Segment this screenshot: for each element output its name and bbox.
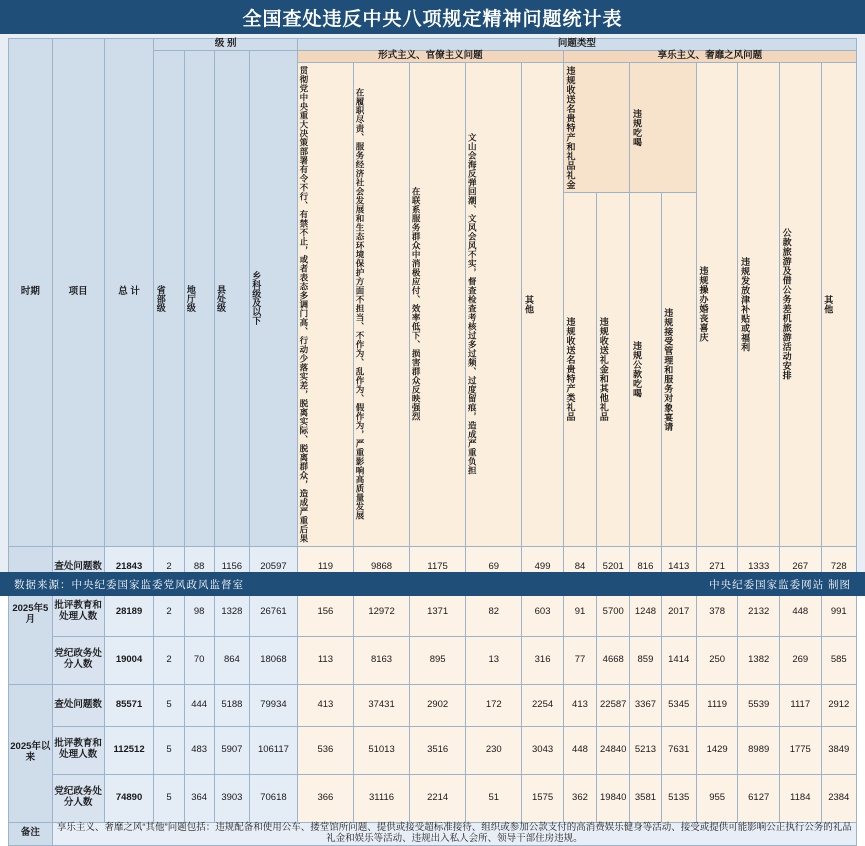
hedonism-value: 6127 bbox=[738, 774, 780, 822]
hedonism-value: 271 bbox=[696, 546, 738, 588]
hedonism-value: 19840 bbox=[597, 774, 630, 822]
total-value: 28189 bbox=[104, 588, 154, 636]
table-row bbox=[9, 636, 857, 684]
formalism-value: 603 bbox=[522, 588, 564, 636]
header-category-formalism: 形式主义、官僚主义问题 bbox=[297, 50, 563, 62]
formalism-value: 9868 bbox=[353, 546, 409, 588]
header-level-group: 级 别 bbox=[154, 39, 297, 51]
footer-bar bbox=[0, 572, 865, 596]
header-hedonism-group-dining: 违规吃喝 bbox=[630, 62, 697, 193]
hedonism-value: 1382 bbox=[738, 636, 780, 684]
hedonism-value: 267 bbox=[779, 546, 821, 588]
hedonism-value: 5700 bbox=[597, 588, 630, 636]
formalism-value: 113 bbox=[297, 636, 353, 684]
header-hedonism-dining-public: 违规公款吃喝 bbox=[630, 193, 661, 547]
formalism-value: 2902 bbox=[410, 684, 466, 726]
hedonism-value: 77 bbox=[563, 636, 596, 684]
header-formalism-col-5: 其他 bbox=[522, 62, 564, 546]
table-row bbox=[9, 774, 857, 822]
level-value: 364 bbox=[184, 774, 214, 822]
level-value: 98 bbox=[184, 588, 214, 636]
hedonism-value: 5345 bbox=[661, 684, 696, 726]
formalism-value: 230 bbox=[466, 726, 522, 774]
formalism-value: 2254 bbox=[522, 684, 564, 726]
header-formalism-col-2: 在履职尽责、服务经济社会发展和生态环境保护方面不担当、不作为、乱作为、假作为，严重影响高质量发展 bbox=[353, 62, 409, 546]
hedonism-value: 2132 bbox=[738, 588, 780, 636]
period-label: 2025年以来 bbox=[9, 684, 53, 822]
item-label: 查处问题数 bbox=[52, 546, 104, 588]
header-formalism-col-4: 文山会海反弹回潮、文风会风不实，督查检查考核过多过频、过度留痕，造成严重负担 bbox=[466, 62, 522, 546]
footer-publisher: 中央纪委国家监委网站 制图 bbox=[709, 578, 851, 591]
formalism-value: 37431 bbox=[353, 684, 409, 726]
formalism-value: 1175 bbox=[410, 546, 466, 588]
remark-label: 备注 bbox=[9, 822, 53, 845]
hedonism-value: 991 bbox=[821, 588, 856, 636]
hedonism-value: 250 bbox=[696, 636, 738, 684]
header-project: 项目 bbox=[52, 39, 104, 547]
formalism-value: 51013 bbox=[353, 726, 409, 774]
header-level-county: 县处级 bbox=[214, 50, 249, 546]
header-hedonism-gifts-cash: 违规收送礼金和其他礼品 bbox=[597, 193, 630, 547]
level-value: 79934 bbox=[250, 684, 298, 726]
total-value: 112512 bbox=[104, 726, 154, 774]
level-value: 5 bbox=[154, 774, 184, 822]
hedonism-value: 3581 bbox=[630, 774, 661, 822]
level-value: 3903 bbox=[214, 774, 249, 822]
formalism-value: 413 bbox=[297, 684, 353, 726]
formalism-value: 51 bbox=[466, 774, 522, 822]
level-value: 1156 bbox=[214, 546, 249, 588]
header-hedonism-other: 其他 bbox=[821, 62, 856, 546]
level-value: 18068 bbox=[250, 636, 298, 684]
hedonism-value: 5201 bbox=[597, 546, 630, 588]
header-hedonism-weddings: 违规操办婚丧喜庆 bbox=[696, 62, 738, 546]
hedonism-value: 1413 bbox=[661, 546, 696, 588]
hedonism-value: 2384 bbox=[821, 774, 856, 822]
hedonism-value: 816 bbox=[630, 546, 661, 588]
table-row bbox=[9, 684, 857, 726]
hedonism-value: 1414 bbox=[661, 636, 696, 684]
item-label: 党纪政务处分人数 bbox=[52, 774, 104, 822]
level-value: 444 bbox=[184, 684, 214, 726]
hedonism-value: 955 bbox=[696, 774, 738, 822]
hedonism-value: 84 bbox=[563, 546, 596, 588]
item-label: 查处问题数 bbox=[52, 684, 104, 726]
header-formalism-col-3: 在联系服务群众中消极应付、效率低下、损害群众反映强烈 bbox=[410, 62, 466, 546]
formalism-value: 172 bbox=[466, 684, 522, 726]
level-value: 70 bbox=[184, 636, 214, 684]
hedonism-value: 1184 bbox=[779, 774, 821, 822]
level-value: 88 bbox=[184, 546, 214, 588]
level-value: 20597 bbox=[250, 546, 298, 588]
formalism-value: 13 bbox=[466, 636, 522, 684]
statistics-table bbox=[8, 38, 857, 846]
hedonism-value: 585 bbox=[821, 636, 856, 684]
header-level-prefecture: 地厅级 bbox=[184, 50, 214, 546]
hedonism-value: 22587 bbox=[597, 684, 630, 726]
header-hedonism-allowances: 违规发放津补贴或福利 bbox=[738, 62, 780, 546]
formalism-value: 8163 bbox=[353, 636, 409, 684]
formalism-value: 156 bbox=[297, 588, 353, 636]
period-label: 2025年5月 bbox=[9, 546, 53, 684]
hedonism-value: 859 bbox=[630, 636, 661, 684]
hedonism-value: 24840 bbox=[597, 726, 630, 774]
formalism-value: 12972 bbox=[353, 588, 409, 636]
header-category-hedonism: 享乐主义、奢靡之风问题 bbox=[563, 50, 856, 62]
formalism-value: 1371 bbox=[410, 588, 466, 636]
formalism-value: 499 bbox=[522, 546, 564, 588]
hedonism-value: 1119 bbox=[696, 684, 738, 726]
hedonism-value: 362 bbox=[563, 774, 596, 822]
level-value: 1328 bbox=[214, 588, 249, 636]
formalism-value: 82 bbox=[466, 588, 522, 636]
hedonism-value: 269 bbox=[779, 636, 821, 684]
level-value: 2 bbox=[154, 636, 184, 684]
hedonism-value: 448 bbox=[779, 588, 821, 636]
item-label: 批评教育和处理人数 bbox=[52, 588, 104, 636]
header-total: 总 计 bbox=[104, 39, 154, 547]
formalism-value: 31116 bbox=[353, 774, 409, 822]
formalism-value: 1575 bbox=[522, 774, 564, 822]
hedonism-value: 5539 bbox=[738, 684, 780, 726]
level-value: 2 bbox=[154, 588, 184, 636]
level-value: 5 bbox=[154, 684, 184, 726]
header-level-township: 乡科级及以下 bbox=[250, 50, 298, 546]
level-value: 26761 bbox=[250, 588, 298, 636]
hedonism-value: 8989 bbox=[738, 726, 780, 774]
hedonism-value: 1248 bbox=[630, 588, 661, 636]
hedonism-value: 728 bbox=[821, 546, 856, 588]
formalism-value: 119 bbox=[297, 546, 353, 588]
formalism-value: 3043 bbox=[522, 726, 564, 774]
item-label: 批评教育和处理人数 bbox=[52, 726, 104, 774]
header-formalism-col-1: 贯彻党中央重大决策部署有令不行、有禁不止，或者表态多调门高、行动少落实差，脱离实际、脱离群众，造成严重后果 bbox=[297, 62, 353, 546]
level-value: 5 bbox=[154, 726, 184, 774]
hedonism-value: 3367 bbox=[630, 684, 661, 726]
total-value: 19004 bbox=[104, 636, 154, 684]
hedonism-value: 1333 bbox=[738, 546, 780, 588]
header-problem-type-group: 问题类型 bbox=[297, 39, 856, 51]
total-value: 21843 bbox=[104, 546, 154, 588]
hedonism-value: 5135 bbox=[661, 774, 696, 822]
formalism-value: 536 bbox=[297, 726, 353, 774]
formalism-value: 2214 bbox=[410, 774, 466, 822]
hedonism-value: 4668 bbox=[597, 636, 630, 684]
header-row-1 bbox=[9, 39, 857, 51]
level-value: 106117 bbox=[250, 726, 298, 774]
remark-text: 享乐主义、奢靡之风“其他”问题包括：违规配备和使用公车、搂堂馆所问题、提供或接受超标准接待、组织或参加公款支付的高消费娱乐健身等活动、接受或提供可能影响公正执行公务的礼品礼金和娱乐等活动、违规出入私人会所、领导干部住房违规。 bbox=[52, 822, 856, 845]
hedonism-value: 378 bbox=[696, 588, 738, 636]
header-hedonism-dining-banquet: 违规接受管理和服务对象宴请 bbox=[661, 193, 696, 547]
footer-source: 数据来源：中央纪委国家监委党风政风监督室 bbox=[14, 578, 244, 591]
hedonism-value: 448 bbox=[563, 726, 596, 774]
hedonism-value: 1117 bbox=[779, 684, 821, 726]
header-level-province: 省部级 bbox=[154, 50, 184, 546]
hedonism-value: 5213 bbox=[630, 726, 661, 774]
header-time: 时期 bbox=[9, 39, 53, 547]
table-row bbox=[9, 726, 857, 774]
hedonism-value: 413 bbox=[563, 684, 596, 726]
header-hedonism-gifts-specialty: 违规收送名贵特产类礼品 bbox=[563, 193, 596, 547]
hedonism-value: 2912 bbox=[821, 684, 856, 726]
total-value: 85571 bbox=[104, 684, 154, 726]
formalism-value: 3516 bbox=[410, 726, 466, 774]
remark-row bbox=[9, 822, 857, 845]
item-label: 党纪政务处分人数 bbox=[52, 636, 104, 684]
formalism-value: 69 bbox=[466, 546, 522, 588]
level-value: 5907 bbox=[214, 726, 249, 774]
page-title: 全国查处违反中央八项规定精神问题统计表 bbox=[0, 0, 865, 34]
hedonism-value: 2017 bbox=[661, 588, 696, 636]
formalism-value: 895 bbox=[410, 636, 466, 684]
level-value: 2 bbox=[154, 546, 184, 588]
level-value: 5188 bbox=[214, 684, 249, 726]
hedonism-value: 1429 bbox=[696, 726, 738, 774]
formalism-value: 316 bbox=[522, 636, 564, 684]
level-value: 864 bbox=[214, 636, 249, 684]
total-value: 74890 bbox=[104, 774, 154, 822]
level-value: 70618 bbox=[250, 774, 298, 822]
header-hedonism-travel: 公款旅游及借公务差机旅游活动安排 bbox=[779, 62, 821, 546]
header-hedonism-group-gifts: 违规收送名贵特产和礼品礼金 bbox=[563, 62, 630, 193]
formalism-value: 366 bbox=[297, 774, 353, 822]
hedonism-value: 91 bbox=[563, 588, 596, 636]
hedonism-value: 7631 bbox=[661, 726, 696, 774]
level-value: 483 bbox=[184, 726, 214, 774]
hedonism-value: 1775 bbox=[779, 726, 821, 774]
hedonism-value: 3849 bbox=[821, 726, 856, 774]
